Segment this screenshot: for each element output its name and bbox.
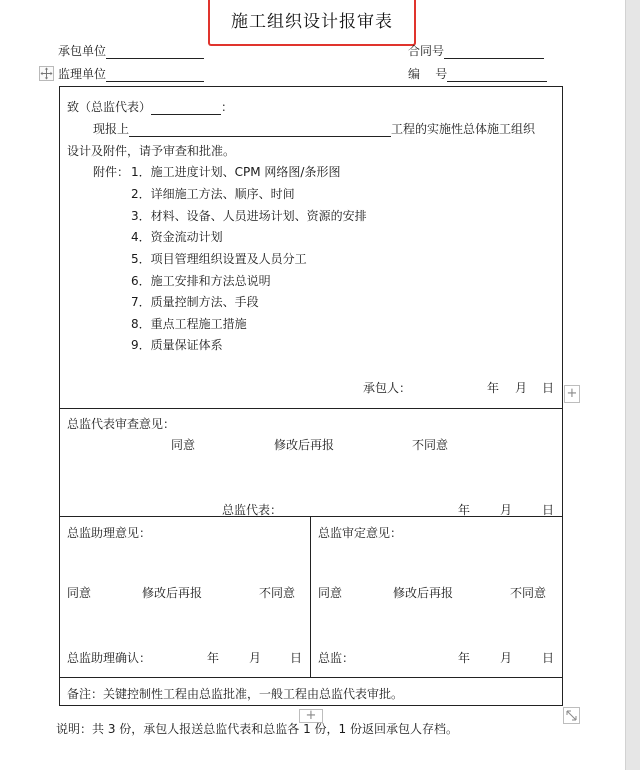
page-title: 施工组织设计报审表 [231,12,393,32]
attachment-item: 4．资金流动计划 [131,230,223,244]
submit-line [93,120,535,137]
date-month: 月 [515,381,528,395]
option-agree[interactable]: 同意 [67,586,92,600]
date-year: 年 [207,651,220,665]
supervisor-blank[interactable] [106,69,204,82]
to-blank[interactable] [151,102,221,115]
attachments-label: 附件： [93,165,130,179]
remark-text: 备注：关键控制性工程由总监批准，一般工程由总监代表审批。 [67,687,404,701]
table-move-handle-icon[interactable] [39,66,54,81]
supervisor-field [58,65,204,82]
option-disagree[interactable]: 不同意 [412,438,449,452]
assistant-opinion-label: 总监助理意见： [67,526,152,540]
contractor-blank[interactable] [106,46,204,59]
serial-no-label: 编 号 [408,67,448,81]
option-resubmit[interactable]: 修改后再报 [142,586,203,600]
date-month: 月 [249,651,262,665]
contractor-sign: 承包人： [363,381,412,395]
date-year: 年 [458,503,471,517]
date-month: 月 [500,651,513,665]
date-day: 日 [542,503,555,517]
date-day: 日 [290,651,303,665]
attachment-item: 2．详细施工方法、顺序、时间 [131,187,295,201]
contract-no-blank[interactable] [444,46,544,59]
divider-remark [60,677,562,678]
to-suffix: ： [221,100,234,114]
rep-review-label: 总监代表审查意见： [67,417,176,431]
divider-section3-split [310,516,311,677]
date-day: 日 [542,381,555,395]
option-resubmit[interactable]: 修改后再报 [393,586,454,600]
table-resize-icon[interactable] [563,707,580,724]
contract-no-label: 合同号 [408,44,445,58]
add-row-icon[interactable]: + [299,709,323,723]
attachment-item: 6．施工安排和方法总说明 [131,274,271,288]
director-opinion-label: 总监审定意见： [318,526,403,540]
date-year: 年 [487,381,500,395]
option-disagree[interactable]: 不同意 [259,586,296,600]
to-line [67,98,233,115]
divider-section3 [60,516,562,517]
option-resubmit[interactable]: 修改后再报 [274,438,335,452]
supervisor-label: 监理单位 [58,67,107,81]
footnote: 说明：共 3 份，承包人报送总监代表和总监各 1 份，1 份返回承包人存档。 [56,722,458,736]
attachment-item: 3．材料、设备、人员进场计划、资源的安排 [131,209,367,223]
attachment-item: 1．施工进度计划、CPM 网络图/条形图 [131,165,341,179]
contract-no-field [408,42,544,59]
option-agree[interactable]: 同意 [171,438,196,452]
rep-sign: 总监代表： [222,503,283,517]
divider-section2 [60,408,562,409]
project-suffix: 工程的实施性总体施工组织 [391,122,536,136]
to-prefix: 致（总监代表） [67,100,152,114]
serial-no-field [408,65,547,82]
assistant-sign: 总监助理确认： [67,651,152,665]
date-month: 月 [500,503,513,517]
request-line: 设计及附件，请予审查和批准。 [67,144,236,158]
option-disagree[interactable]: 不同意 [510,586,547,600]
add-column-icon[interactable]: + [564,385,580,403]
attachment-item: 8．重点工程施工措施 [131,317,247,331]
director-sign: 总监： [318,651,355,665]
scrollbar-track[interactable] [625,0,640,770]
attachment-item: 9．质量保证体系 [131,338,223,352]
contractor-label: 承包单位 [58,44,107,58]
project-name-blank[interactable] [129,124,391,137]
approval-form-table [59,86,563,706]
attachment-item: 5．项目管理组织设置及人员分工 [131,252,307,266]
serial-no-blank[interactable] [447,69,547,82]
date-day: 日 [542,651,555,665]
option-agree[interactable]: 同意 [318,586,343,600]
date-year: 年 [458,651,471,665]
contractor-field [58,42,204,59]
now-submit: 现报上 [93,122,130,136]
attachment-item: 7．质量控制方法、手段 [131,295,259,309]
